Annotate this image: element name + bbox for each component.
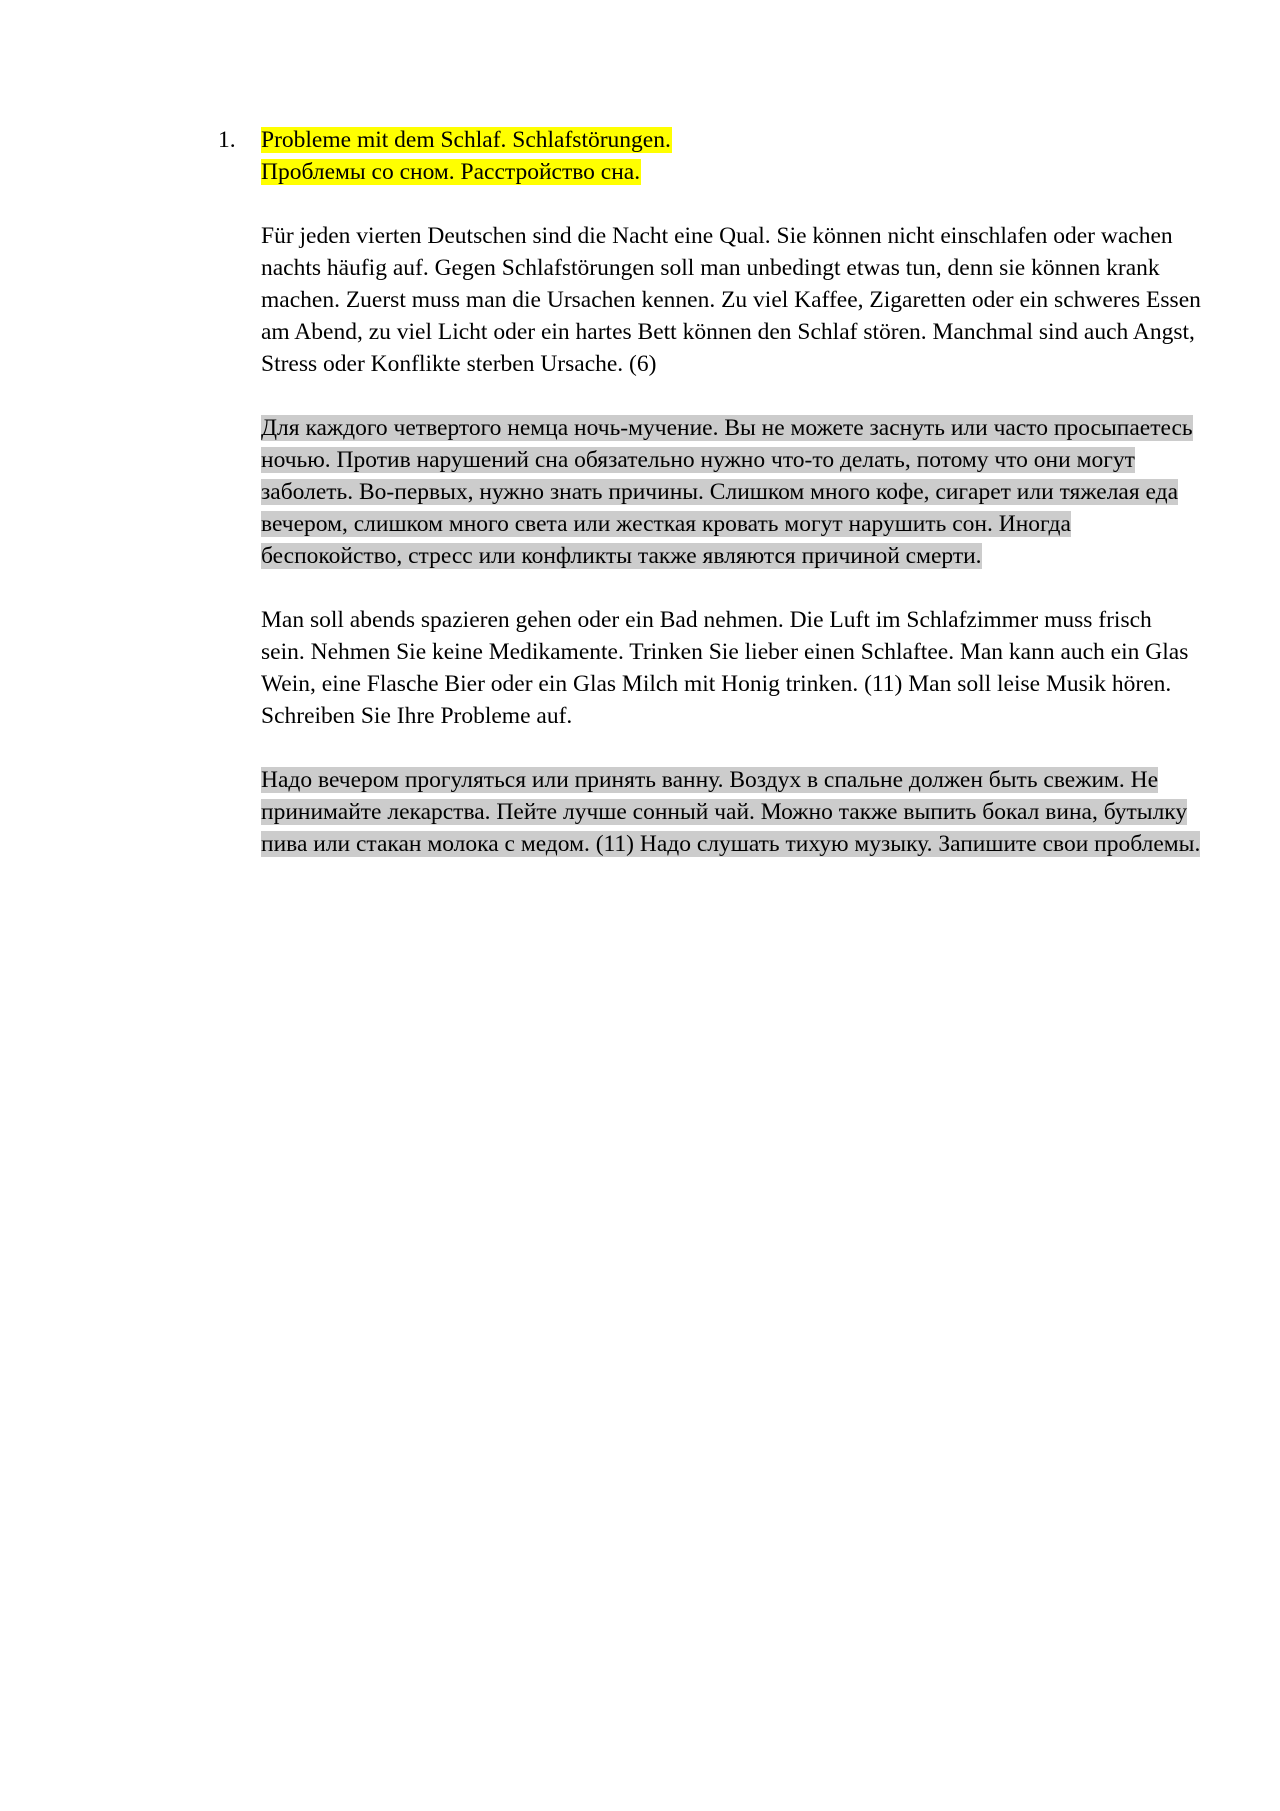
paragraph-german-1 bbox=[261, 220, 1201, 380]
document-body bbox=[218, 124, 1201, 860]
title-russian-line bbox=[261, 156, 1201, 188]
paragraph-german-1-text: Für jeden vierten Deutschen sind die Nacht eine Qual. Sie können nicht einschlafen oder wachen nachts häufig auf. Gegen Schlafstörungen soll man unbedingt etwas tun, denn sie können krank machen. Zuerst muss man die Ursachen kennen. Zu viel Kaffee, Zigaretten oder ein schweres Essen am Abend, zu viel Licht oder ein hartes Bett können den Schlaf stören. Manchmal sind auch Angst, Stress oder Konflikte sterben Ursache. (6) bbox=[261, 223, 1201, 377]
paragraph-german-2-text: Man soll abends spazieren gehen oder ein Bad nehmen. Die Luft im Schlafzimmer muss frisch sein. Nehmen Sie keine Medikamente. Trinken Sie lieber einen Schlaftee. Man kann auch ein Glas Wein, eine Flasche Bier oder ein Glas Milch mit Honig trinken. (11) Man soll leise Musik hören. Schreiben Sie Ihre Probleme auf. bbox=[261, 607, 1189, 729]
paragraph-russian-2-text: Надо вечером прогуляться или принять ванну. Воздух в спальне должен быть свежим. Не принимайте лекарства. Пейте лучше сонный чай. Можно также выпить бокал вина, бутылку пива или стакан молока с медом. (11) Надо слушать тихую музыку. Запишите свои проблемы. bbox=[261, 767, 1201, 857]
paragraph-russian-1-text: Для каждого четвертого немца ночь-мучение. Вы не можете заснуть или часто просыпаетесь ночью. Против нарушений сна обязательно нужно что-то делать, потому что они могут заболеть. Во-первых, нужно знать причины. Слишком много кофе, сигарет или тяжелая еда вечером, слишком много света или жесткая кровать могут нарушить сон. Иногда беспокойство, стресс или конфликты также являются причиной смерти. bbox=[261, 415, 1193, 569]
title-german: Probleme mit dem Schlaf. Schlafstörungen. bbox=[261, 127, 671, 153]
paragraph-russian-2 bbox=[261, 764, 1201, 860]
paragraph-german-2 bbox=[261, 604, 1201, 732]
title-german-line bbox=[261, 124, 1201, 156]
title-russian: Проблемы со сном. Расстройство сна. bbox=[261, 159, 641, 185]
numbered-list-item bbox=[218, 124, 1201, 860]
list-number: 1. bbox=[218, 127, 236, 153]
paragraph-russian-1 bbox=[261, 412, 1201, 572]
